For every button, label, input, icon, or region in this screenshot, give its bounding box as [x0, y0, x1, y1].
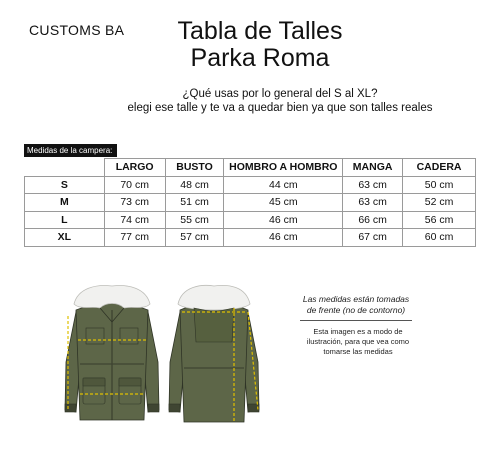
title-line-2: Parka Roma [190, 44, 330, 72]
value-cell: 57 cm [165, 229, 224, 247]
disclaimer-line-2: ilustración, para que vea como [306, 337, 410, 346]
table-row [25, 211, 476, 229]
value-cell: 55 cm [165, 211, 224, 229]
table-row [25, 194, 476, 212]
note-line-2: de frente (no de contorno) [306, 305, 406, 315]
value-cell: 44 cm [224, 176, 343, 194]
value-cell: 70 cm [104, 176, 165, 194]
header-busto: BUSTO [165, 159, 224, 177]
subtitle [70, 87, 490, 115]
value-cell: 46 cm [224, 211, 343, 229]
header-manga: MANGA [343, 159, 403, 177]
value-cell: 60 cm [403, 229, 476, 247]
size-table [24, 158, 476, 247]
value-cell: 52 cm [403, 194, 476, 212]
page-title [160, 18, 360, 72]
table-header-row [25, 159, 476, 177]
size-table-section [24, 140, 476, 247]
illustration-disclaimer [296, 327, 420, 357]
value-cell: 45 cm [224, 194, 343, 212]
title-line-1: Tabla de Talles [177, 17, 343, 45]
parka-back-illustration [169, 285, 259, 422]
value-cell: 63 cm [343, 176, 403, 194]
subtitle-line-2: elegi ese talle y te va a quedar bien ya que son talles reales [127, 102, 433, 114]
value-cell: 48 cm [165, 176, 224, 194]
header-hombro: HOMBRO A HOMBRO [224, 159, 343, 177]
parka-illustration [62, 282, 262, 442]
note-line-1: Las medidas están tomadas [302, 294, 410, 304]
brand-label: CUSTOMS BA [29, 22, 125, 38]
value-cell: 74 cm [104, 211, 165, 229]
note-divider [300, 320, 412, 321]
header-cadera: CADERA [403, 159, 476, 177]
table-caption: Medidas de la campera: [24, 144, 117, 157]
value-cell: 73 cm [104, 194, 165, 212]
disclaimer-line-1: Esta imagen es a modo de [313, 327, 403, 336]
parka-front-illustration [65, 286, 159, 420]
value-cell: 50 cm [403, 176, 476, 194]
value-cell: 46 cm [224, 229, 343, 247]
table-row [25, 176, 476, 194]
value-cell: 66 cm [343, 211, 403, 229]
size-cell: XL [25, 229, 105, 247]
size-cell: L [25, 211, 105, 229]
table-row [25, 229, 476, 247]
value-cell: 56 cm [403, 211, 476, 229]
value-cell: 63 cm [343, 194, 403, 212]
value-cell: 67 cm [343, 229, 403, 247]
disclaimer-line-3: tomarse las medidas [323, 347, 393, 356]
subtitle-line-1: ¿Qué usas por lo general del S al XL? [182, 88, 378, 100]
header-blank-cell [25, 159, 105, 177]
measurement-note [292, 294, 420, 316]
size-cell: M [25, 194, 105, 212]
value-cell: 77 cm [104, 229, 165, 247]
value-cell: 51 cm [165, 194, 224, 212]
header-largo: LARGO [104, 159, 165, 177]
size-cell: S [25, 176, 105, 194]
